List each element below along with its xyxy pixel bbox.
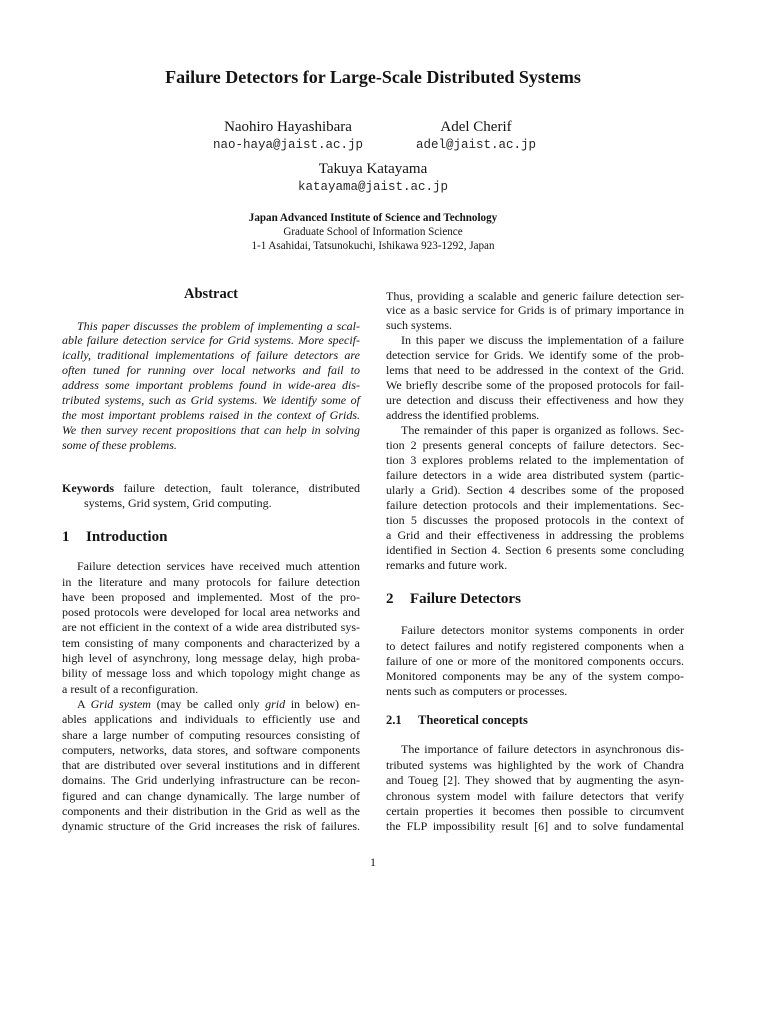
text-line: a Grid and their effectiveness in addressing the problems (386, 527, 684, 542)
paragraph (386, 623, 684, 699)
paragraph (386, 289, 684, 334)
text-line: posed protocols were developed for local area networks and (62, 605, 360, 620)
paragraph (62, 697, 360, 835)
text-line: remarks and future work. (386, 557, 508, 572)
text-line: The remainder of this paper is organized as follows. Sec- (401, 423, 684, 438)
abstract-text (62, 319, 360, 453)
text-line: are not efficient in the context of a wide area distributed sys- (62, 620, 360, 635)
text-line: often tuned for running over local networks and fail to (62, 363, 360, 378)
text-line: address some important problems found in wide-area dis- (62, 378, 360, 393)
subsection-heading-theoretical-concepts (386, 712, 684, 728)
abstract-heading: Abstract (184, 286, 238, 302)
introduction-body (62, 559, 360, 834)
text-line: bility of message loss and which topology might change as (62, 666, 360, 681)
keywords (62, 481, 360, 511)
text-line: lems that need to be addressed in the context of the Grid. (386, 363, 684, 378)
text-line: Monitored components may be any of the system compo- (386, 669, 684, 684)
text-line: such systems. (386, 318, 452, 333)
text-line: and Toueg [2]. They showed that by augmenting the asyn- (386, 773, 684, 788)
text-line (62, 697, 360, 712)
paragraph (386, 742, 684, 834)
page-number: 1 (370, 855, 376, 869)
text-line: components and their distribution in the Grid as well as the (62, 804, 360, 819)
text-line: share a large number of computing resources consisting of (62, 727, 360, 742)
affiliation (62, 211, 684, 253)
text-line: computers, networks, data stores, and software components (62, 742, 360, 757)
introduction-body-continued (386, 289, 684, 573)
bold-text-run: Keywords (62, 480, 114, 495)
text-line: nents such as computers or processes. (386, 684, 568, 699)
failure-detectors-body (386, 623, 684, 699)
affiliation-address: 1-1 Asahidai, Tatsunokuchi, Ishikawa 923-1292, Japan (251, 240, 495, 252)
text-line: systems, Grid system, Grid computing. (84, 495, 272, 510)
text-line: Failure detection services have received much attention (77, 559, 360, 574)
text-line: address the identified problems. (386, 408, 540, 423)
text-line: The importance of failure detectors in asynchronous dis- (401, 742, 684, 757)
text-line: have been proposed and implemented. Most of the pro- (62, 589, 360, 604)
author-email: adel@jaist.ac.jp (415, 138, 537, 152)
text-line: tributed systems was highlighted by the work of Chandra (386, 757, 684, 772)
subsection-title: Theoretical concepts (418, 713, 528, 727)
author-email: katayama@jaist.ac.jp (297, 180, 449, 194)
author-block (188, 118, 388, 154)
text-line: failure detection protocols and their implementations. Sec- (386, 497, 684, 512)
section-title: Introduction (86, 529, 168, 545)
section-number: 1 (62, 529, 70, 545)
text-line: domains. The Grid underlying infrastructure can be recon- (62, 773, 360, 788)
text-line: tion 3 explores problems related to the implementation of (386, 452, 684, 467)
section-title: Failure Detectors (410, 591, 521, 607)
text-line: detection service for Grids. We identify some of the prob- (386, 348, 684, 363)
text-line: the most important problems raised in the context of Grids. (62, 407, 360, 422)
text-line: vice as a basic service for Grids is of primary importance in (386, 303, 684, 318)
author-name: Adel Cherif (440, 119, 512, 135)
text-line: certain properties it becomes then possible to circumvent (386, 803, 684, 818)
paragraph (386, 423, 684, 573)
affiliation-institution: Japan Advanced Institute of Science and Technology (248, 212, 498, 224)
text-line: Failure detectors monitor systems components in order (401, 623, 684, 638)
author-block (273, 160, 473, 196)
text-line: that are distributed over several institutions and in different (62, 758, 360, 773)
text-line: In this paper we discuss the implementation of a failure (401, 333, 684, 348)
text-line: We then survey recent propositions that can help in solving (62, 422, 360, 437)
text-run: A (77, 696, 91, 711)
text-run: failure detection, fault tolerance, distributed (114, 480, 360, 495)
text-run: (may be called only (150, 696, 266, 711)
text-line: chronous system model with failure detectors that verify (386, 788, 684, 803)
text-line: high level of asynchrony, long message delay, high proba- (62, 651, 360, 666)
text-line: tributed systems, such as Grid systems. We identify some of (62, 393, 360, 408)
text-line: able failure detection service for Grid systems. More specif- (62, 333, 360, 348)
section-number: 2 (386, 591, 394, 607)
text-line: tion 2 presents general concepts of failure detectors. Sec- (386, 438, 684, 453)
text-line (62, 481, 360, 496)
text-line: ables applications and individuals to efficiently use and (62, 712, 360, 727)
text-run: in below) en- (285, 696, 360, 711)
text-line: a result of a reconfiguration. (62, 681, 199, 696)
text-line: some of these problems. (62, 437, 177, 452)
text-line: failure detectors in a wide area distributed system (partic- (386, 467, 684, 482)
theoretical-concepts-body (386, 742, 684, 834)
text-line: failure of one or more of the monitored components occurs. (386, 653, 684, 668)
subsection-number: 2.1 (386, 713, 402, 727)
text-line: ure detection and discuss their effectiveness and how they (386, 393, 684, 408)
text-line: tion 5 discusses the proposed protocols in the context of (386, 512, 684, 527)
paper-title: Failure Detectors for Large-Scale Distributed Systems (165, 67, 581, 87)
author-name: Takuya Katayama (318, 161, 428, 177)
paragraph (62, 559, 360, 697)
text-line: tem consisting of many components and characterized by a (62, 635, 360, 650)
text-line: This paper discusses the problem of implementing a scal- (77, 318, 360, 333)
affiliation-school: Graduate School of Information Science (283, 226, 463, 238)
paragraph (386, 333, 684, 423)
author-name: Naohiro Hayashibara (224, 119, 352, 135)
text-line: Thus, providing a scalable and generic failure detection ser- (386, 288, 684, 303)
text-line: the FLP impossibility result [6] and to solve fundamental (386, 819, 684, 834)
italic-text-run: Grid system (90, 696, 151, 711)
text-line: identified in Section 4. Section 6 presents some concluding (386, 542, 684, 557)
text-line: dynamic structure of the Grid increases the risk of failures. (62, 819, 360, 834)
author-email: nao-haya@jaist.ac.jp (212, 138, 364, 152)
text-line: figured and can change dynamically. The large number of (62, 788, 360, 803)
text-line: in the literature and many protocols for failure detection (62, 574, 360, 589)
text-line: We briefly describe some of the proposed protocols for fail- (386, 378, 684, 393)
section-heading-introduction (62, 528, 360, 546)
author-block (376, 118, 576, 154)
text-line: ularly a Grid). Section 4 describes some of the proposed (386, 482, 684, 497)
italic-text-run: grid (265, 696, 286, 711)
text-line: ically, traditional implementations of failure detectors are (62, 348, 360, 363)
section-heading-failure-detectors (386, 590, 684, 608)
text-line: to detect failures and notify registered components when a (386, 638, 684, 653)
